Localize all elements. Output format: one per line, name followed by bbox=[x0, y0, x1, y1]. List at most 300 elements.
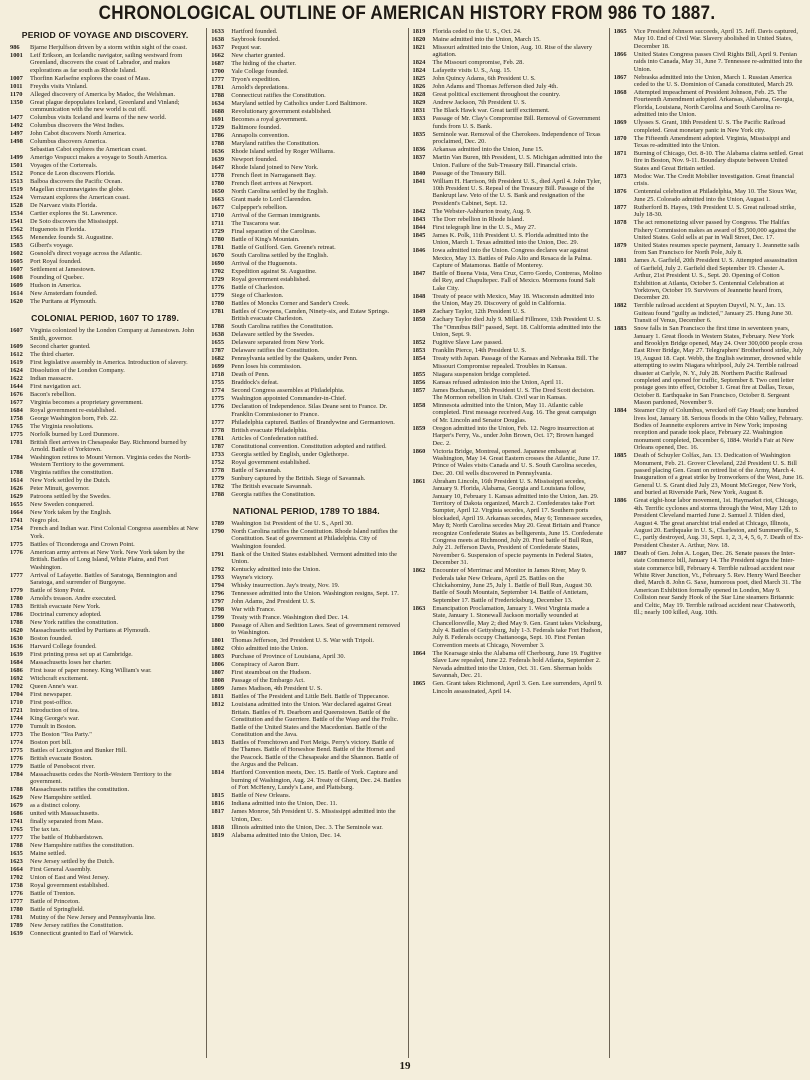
timeline-entry bbox=[10, 298, 200, 305]
timeline-entry bbox=[10, 906, 200, 913]
entry-year: 1786 bbox=[211, 132, 225, 139]
entry-text: united with Massachusetts. bbox=[30, 810, 100, 818]
timeline-entry bbox=[10, 258, 200, 265]
entry-text: New Hampshire settled. bbox=[30, 794, 92, 802]
timeline-entry bbox=[413, 232, 603, 247]
entry-year: 1524 bbox=[10, 194, 23, 202]
timeline-entry bbox=[10, 52, 200, 74]
timeline-entry bbox=[211, 395, 401, 402]
entry-text: Missouri admitted into the Union, Aug. 10. Rise of the slavery agitation. bbox=[432, 44, 593, 59]
entry-year: 1497 bbox=[10, 130, 23, 138]
entry-text: North Carolina settled by the English. bbox=[231, 188, 329, 195]
timeline-entry bbox=[413, 36, 603, 43]
entry-text: Constitutional convention. Constitution adopted and ratified. bbox=[231, 442, 387, 450]
entry-year: 1865 bbox=[613, 28, 627, 35]
timeline-entry bbox=[413, 371, 603, 378]
entry-text: Fugitive Slave Law passed. bbox=[432, 339, 503, 347]
entry-year: 1809 bbox=[211, 685, 225, 693]
entry-text: Encounter of Merrimac and Monitor in James River, May 9. Federals take New Orleans, April 25. Battles on the Chickahominy, June 25, July 1. Battle of Bull Run, August 30. Battle of South Mountain, September 14. Battle of Antietam, September 17. Battle of Fredericksburg, December 13. bbox=[432, 567, 593, 604]
entry-text: Maryland settled by Catholics under Lord Baltimore. bbox=[231, 100, 368, 107]
entry-text: John Adams, 2nd President U. S. bbox=[231, 598, 316, 606]
entry-text: Royal government established. bbox=[231, 276, 311, 283]
entry-year: 1794 bbox=[211, 582, 225, 590]
entry-text: Treaty of peace with Mexico, May 18. Wisconsin admitted into the Union, May 29. Discovery of gold in California. bbox=[432, 292, 595, 308]
timeline-entry bbox=[413, 387, 603, 402]
entry-year: 1885 bbox=[613, 452, 627, 460]
entry-text: Delaware ratifies the Constitution. bbox=[231, 347, 320, 355]
timeline-entry bbox=[211, 491, 401, 498]
entry-year: 1820 bbox=[412, 36, 426, 43]
entry-year: 1350 bbox=[10, 98, 23, 106]
timeline-entry bbox=[10, 423, 200, 430]
entry-text: Saybrook founded. bbox=[231, 36, 280, 43]
timeline-entry bbox=[211, 76, 401, 83]
entry-text: Witchcraft excitement. bbox=[30, 675, 89, 683]
entry-text: New Amsterdam founded. bbox=[30, 290, 98, 298]
timeline-entry bbox=[211, 451, 401, 458]
timeline-entry bbox=[10, 359, 200, 366]
entry-text: Great eight-hour labor movement, 1st. Haymarket riot, Chicago, 4th. Terrific cyclones and storms through the West, May 12th to President Cleveland married June 2. Samuel J. Tilden died, August 4. The great anarchist trial ended at Chicago, Illinois, August 20. Earthquake in U. S., Charleston, and Summerville, S. C., partly destroyed, Aug. 31, Sept. 1, 2, 3, 4, 5, 6, 7. Death of Ex-President Chester A. Arthur, Nov. 18. bbox=[633, 497, 804, 549]
timeline-entry bbox=[10, 834, 200, 841]
timeline-entry bbox=[614, 257, 804, 301]
entry-text: The hiding of the charter. bbox=[231, 60, 297, 67]
entry-text: Declaration of Independence. Silas Deane sent to France. Dr. Franklin Commissioner to France. bbox=[231, 403, 388, 418]
entry-text: George Washington born, Feb. 22. bbox=[30, 414, 118, 422]
entry-text: Second Congress assembles at Philadelphia. bbox=[231, 387, 345, 395]
timeline-entry bbox=[211, 566, 401, 573]
timeline-entry bbox=[10, 343, 200, 350]
entry-text: The tax tax. bbox=[30, 826, 61, 834]
timeline-entry bbox=[10, 683, 200, 690]
timeline-entry bbox=[211, 669, 401, 676]
entry-year: 1702 bbox=[10, 874, 23, 882]
entry-text: New York taken by the English. bbox=[30, 509, 112, 517]
entry-text: Battles of The President and Little Belt. Battle of Tippecanoe. bbox=[231, 693, 390, 701]
entry-year: 1840 bbox=[412, 169, 426, 177]
entry-text: First General Assembly. bbox=[30, 866, 92, 874]
entry-text: Snow falls in San Francisco the first time in seventeen years, January 1. Great floods in Western States, February. New York and Brooklyn Bridge opened, May 24. Over 300,000 people cross East River Bridge, May 27. Telegraphers' Brotherhood strike, July 19, August 18. Capt. Webb, the English swimmer, drowned while attempting to swim Niagara whirlpool, July 24. Terrible railroad disaster at Carlyle, N. Y., July 28. Northern Pacific Railroad completed and opened for traffic, September 8. Two cent letter postage goes into effect, October 1. Great fire at Dallas, Texas, October 8. Earthquake in San Francisco, October 8. Sergeant Mason pardoned, November 9. bbox=[633, 325, 804, 407]
timeline-entry bbox=[10, 114, 200, 121]
timeline-entry bbox=[10, 611, 200, 618]
entry-text: Grant made to Lord Clarendon. bbox=[231, 196, 312, 203]
timeline-entry bbox=[10, 509, 200, 516]
entry-year: 1776 bbox=[10, 755, 23, 763]
entry-year: 1690 bbox=[211, 260, 225, 267]
entry-text: Gilbert's voyage. bbox=[30, 242, 74, 250]
timeline-entry bbox=[211, 606, 401, 613]
entry-text: Florida ceded to the U. S., Oct. 24. bbox=[432, 28, 522, 35]
entry-text: Treaty with Japan. Passage of the Kansas and Nebraska Bill. The Missouri Compromise repealed. Troubles in Kansas. bbox=[432, 355, 599, 370]
timeline-entry bbox=[10, 643, 200, 650]
timeline-entry bbox=[10, 130, 200, 137]
timeline-entry bbox=[10, 75, 200, 82]
entry-text: Bjarne Herjulfson driven by a storm within sight of the coast. bbox=[30, 44, 188, 51]
timeline-entry bbox=[211, 520, 401, 527]
timeline-entry bbox=[10, 659, 200, 666]
entry-year: 1883 bbox=[613, 325, 627, 333]
column-2 bbox=[206, 28, 401, 1058]
timeline-entry bbox=[10, 517, 200, 524]
entry-text: South Carolina ratifies the Constitution. bbox=[231, 323, 334, 331]
column-4 bbox=[609, 28, 804, 1058]
entry-text: Illinois admitted into the Union, Dec. 3. The Seminole war. bbox=[231, 823, 383, 831]
entry-year: 1781 bbox=[211, 244, 225, 251]
entry-text: James K. Polk, 11th President U. S. Florida admitted into the Union, March 1. Texas admitted into the Union, Dec. 29. bbox=[432, 231, 589, 247]
entry-year: 1778 bbox=[211, 426, 225, 434]
timeline-entry bbox=[211, 188, 401, 195]
timeline-entry bbox=[211, 84, 401, 91]
timeline-entry bbox=[10, 818, 200, 825]
timeline-entry bbox=[10, 723, 200, 730]
entry-text: Articles of Confederation ratified. bbox=[231, 434, 319, 442]
entry-year: 1819 bbox=[211, 831, 225, 839]
timeline-entry bbox=[211, 590, 401, 597]
entry-year: 1863 bbox=[412, 604, 426, 612]
entry-year: 1780 bbox=[10, 906, 23, 914]
timeline-entry bbox=[10, 250, 200, 257]
entry-text: Braddock's defeat. bbox=[231, 379, 279, 387]
entry-text: The Kearsage sinks the Alabama off Cherbourg, June 19. Fugitive Slave Law repealed, June 22. Federals hold Atlanta, September 2. Nevada admitted into the Union, Oct. 31. Gen. Sherman holds Savannah, Dec. 21. bbox=[432, 649, 602, 680]
timeline-entry bbox=[211, 164, 401, 171]
entry-text: Arrival of the Huguenots. bbox=[231, 260, 297, 267]
timeline-entry bbox=[614, 150, 804, 172]
timeline-entry bbox=[10, 541, 200, 548]
timeline-entry bbox=[614, 204, 804, 219]
entry-year: 1704 bbox=[10, 691, 23, 699]
entry-text: The Dorr rebellion in Rhode Island. bbox=[432, 215, 525, 223]
timeline-entry bbox=[10, 375, 200, 382]
entry-text: Columbus discovers America. bbox=[30, 138, 107, 146]
timeline-entry bbox=[211, 637, 401, 644]
entry-text: Tryon's expedition. bbox=[231, 76, 281, 83]
entry-year: 1780 bbox=[211, 236, 225, 243]
entry-text: Battle of Trenton. bbox=[30, 890, 76, 898]
entry-text: Founding of Quebec. bbox=[30, 274, 85, 282]
entry-text: Delaware separated from New York. bbox=[231, 339, 325, 347]
entry-text: Menendez founds St. Augustine. bbox=[30, 234, 114, 242]
timeline-entry bbox=[211, 323, 401, 330]
entry-year: 1721 bbox=[10, 707, 23, 715]
entry-text: Great political excitement throughout the country. bbox=[432, 91, 561, 99]
timeline-entry bbox=[10, 210, 200, 217]
entry-year: 1819 bbox=[412, 28, 426, 35]
entry-year: 1783 bbox=[10, 603, 23, 611]
timeline-entry bbox=[10, 226, 200, 233]
entry-text: Battle of Buena Vista, Vera Cruz, Cerro Gordo, Contreras, Molino del Rey, and Chapultepec. Fall of Mexico. Mormons found Salt Lake City. bbox=[432, 270, 602, 292]
timeline-entry bbox=[211, 252, 401, 259]
entry-text: Penn loses his commission. bbox=[231, 363, 302, 371]
timeline-entry bbox=[10, 439, 200, 454]
entry-text: Niagara suspension bridge completed. bbox=[432, 370, 531, 378]
entry-text: Abraham Lincoln, 16th President U. S. Mississippi secedes, January 9. Florida, Alabama, Georgia and Louisiana follow, January 10, February 1. Kansas admitted into the Union, Jan. 29. Territory of Dakota organized, March 2. Confederates take Fort Sumpter, April 12. Virginia secedes, April 17. Southern ports blockaded, April 19. Arkansas secedes, May 6; Tennessee secedes, May 8; North Carolina secedes May 20. Great Britain and France recognize Confederate States as belligerents, June 15. Confederate Congress meets at Richmond, July 20. First battle of Bull Run, July 21. Jefferson Davis, President of Confederate States, November 6. Suspension of specie payments in Federal States, December 31. bbox=[432, 477, 603, 567]
timeline-entry bbox=[10, 914, 200, 921]
entry-year: 1816 bbox=[211, 800, 225, 808]
entry-text: Hartford founded. bbox=[231, 28, 278, 35]
entry-year: 1848 bbox=[412, 292, 426, 300]
entry-year: 1777 bbox=[10, 834, 23, 842]
entry-text: The Webster-Ashburton treaty, Aug. 9. bbox=[432, 207, 532, 215]
entry-text: The Virginia resolutions. bbox=[30, 422, 94, 430]
entry-year: 1512 bbox=[10, 170, 23, 178]
entry-year: 1647 bbox=[211, 164, 225, 171]
timeline-entry bbox=[10, 810, 200, 817]
section-heading: COLONIAL PERIOD, 1607 TO 1789. bbox=[31, 313, 180, 324]
timeline-entry bbox=[413, 379, 603, 386]
entry-year: 1800 bbox=[211, 622, 225, 630]
timeline-entry bbox=[413, 680, 603, 695]
timeline-entry bbox=[413, 650, 603, 680]
entry-text: Battle of New Orleans. bbox=[231, 792, 291, 800]
entry-year: 1850 bbox=[412, 316, 426, 324]
entry-year: 1852 bbox=[412, 339, 426, 347]
entry-year: 1884 bbox=[613, 407, 627, 415]
entry-text: Arrival of Lafayette. Battles of Saratoga, Bennington and Saratoga, and surrender of Burgoyne. bbox=[30, 571, 177, 587]
timeline-entry bbox=[211, 661, 401, 668]
timeline-entry bbox=[211, 331, 401, 338]
entry-text: New Jersey ratifies the Constitution. bbox=[30, 922, 124, 930]
timeline-entry bbox=[211, 132, 401, 139]
entry-year: 1855 bbox=[412, 370, 426, 378]
entry-text: Passage of the Embargo Act. bbox=[231, 677, 305, 685]
entry-text: New charter granted. bbox=[231, 52, 286, 59]
entry-text: Negro plot. bbox=[30, 517, 60, 525]
entry-text: Nebraska admitted into the Union, March 1. Russian America ceded to the U. S. Dominion of Canada constituted, March 29. bbox=[633, 73, 794, 89]
entry-year: 1815 bbox=[211, 792, 225, 800]
timeline-entry bbox=[10, 351, 200, 358]
timeline-entry bbox=[211, 443, 401, 450]
entry-text: Connecticut granted to Earl of Warwick. bbox=[30, 930, 134, 938]
entry-text: The Puritans at Plymouth. bbox=[30, 298, 97, 306]
entry-text: The third charter. bbox=[30, 350, 75, 358]
timeline-entry bbox=[413, 605, 603, 649]
entry-text: United States Congress passes Civil Rights Bill, April 9. Fenian raids into Canada, May 31, June 7. Tennessee re-admitted into the Union. bbox=[633, 50, 803, 73]
entry-text: De Narvaez visits Florida. bbox=[30, 202, 98, 210]
entry-year: 1541 bbox=[10, 218, 23, 226]
entry-text: Royal government established. bbox=[30, 882, 109, 890]
entry-text: John Cabot discovers North America. bbox=[30, 130, 127, 138]
entry-text: American army arrives at New York. New York taken by the British. Battles of Long Island, White Plains, and Fort Washington. bbox=[30, 548, 185, 571]
entry-year: 1710 bbox=[10, 699, 23, 707]
entry-text: Cartier explores the St. Lawrence. bbox=[30, 210, 118, 218]
entry-text: The act remonetizing silver passed by Congress. The Halifax Fishery Commission makes an award of $5,500,000 against the United States. Gold sells at par in Wall Street, Dec. 17. bbox=[633, 219, 796, 241]
entry-year: 1664 bbox=[10, 866, 23, 874]
entry-year: 1811 bbox=[211, 693, 224, 701]
entry-year: 1864 bbox=[412, 649, 426, 657]
entry-text: Revolutionary government established. bbox=[231, 108, 332, 115]
entry-text: Connecticut ratifies the Constitution. bbox=[231, 92, 326, 99]
entry-year: 1718 bbox=[211, 371, 225, 379]
entry-text: War with France. bbox=[231, 606, 276, 614]
entry-text: William H. Harrison, 9th President U. S., died April 4. John Tyler, 10th President U. S. Repeal of the Treasury Bill. Passage of the Bankrupt law. Veto of the U. S. Bank and resignation of the President's Cabinet, Sept. 12. bbox=[432, 177, 602, 207]
entry-year: 1856 bbox=[412, 378, 426, 386]
entry-text: James Buchanan, 15th President U. S. The Dred Scott decision. The Mormon rebellion in Utah. Civil war in Kansas. bbox=[432, 386, 595, 401]
entry-text: Philadelphia captured. Battles of Brandywine and Germantown. bbox=[231, 418, 395, 426]
entry-text: Purchase of Province of Louisiana, April 30. bbox=[231, 653, 346, 661]
entry-text: James Madison, 4th President U. S. bbox=[231, 685, 323, 693]
entry-year: 1765 bbox=[10, 422, 23, 430]
entry-text: Wayne's victory. bbox=[231, 574, 274, 582]
timeline-entry bbox=[10, 755, 200, 762]
timeline-entry bbox=[10, 930, 200, 937]
entry-year: 1787 bbox=[211, 442, 225, 450]
entry-text: Columbus discovers the West Indies. bbox=[30, 122, 125, 130]
entry-text: Arnold's depredations. bbox=[231, 84, 289, 91]
entry-text: Union of East and West Jersey. bbox=[30, 874, 110, 882]
timeline-entry bbox=[10, 882, 200, 889]
timeline-entry bbox=[10, 691, 200, 698]
entry-year: 1682 bbox=[211, 355, 225, 363]
entry-year: 1812 bbox=[211, 701, 225, 709]
timeline-entry bbox=[211, 260, 401, 267]
entry-year: 1583 bbox=[10, 242, 23, 250]
timeline-entry bbox=[211, 483, 401, 490]
entry-text: Treaty with France. Washington died Dec. 14. bbox=[231, 614, 349, 622]
entry-year: 1629 bbox=[10, 794, 23, 802]
timeline-entry bbox=[211, 739, 401, 769]
entry-text: South Carolina settled by the English. bbox=[231, 252, 329, 259]
entry-year: 1638 bbox=[211, 36, 225, 43]
timeline-entry bbox=[211, 172, 401, 179]
entry-year: 1630 bbox=[10, 635, 23, 643]
entry-year: 1825 bbox=[412, 75, 426, 83]
timeline-entry bbox=[211, 645, 401, 652]
entry-year: 1528 bbox=[10, 202, 23, 210]
entry-year: 1770 bbox=[10, 723, 23, 731]
timeline-entry bbox=[10, 162, 200, 169]
entry-text: Thorfinn Karlsefne explores the coast of Mass. bbox=[30, 74, 151, 82]
entry-year: 1835 bbox=[412, 130, 426, 138]
timeline-entry bbox=[211, 387, 401, 394]
timeline-entry bbox=[413, 75, 603, 82]
entry-year: 1859 bbox=[412, 424, 426, 432]
entry-year: 1663 bbox=[211, 196, 225, 203]
entry-year: 1777 bbox=[211, 418, 225, 426]
timeline-entry bbox=[211, 36, 401, 43]
timeline-entry bbox=[614, 51, 804, 73]
entry-text: First newspaper. bbox=[30, 691, 72, 699]
entry-text: United States resumes specie payment, January 1. Jeannette sails from San Francisco for North Pole, July 8. bbox=[633, 241, 800, 257]
timeline-entry bbox=[413, 154, 603, 169]
entry-text: James Monroe, 5th President U. S. Mississippi admitted into the Union, Dec. bbox=[231, 808, 396, 823]
timeline-entry bbox=[413, 425, 603, 447]
timeline-entry bbox=[211, 379, 401, 386]
timeline-entry bbox=[211, 196, 401, 203]
entry-year: 1691 bbox=[211, 116, 225, 123]
timeline-entry bbox=[10, 485, 200, 492]
timeline-entry bbox=[10, 218, 200, 225]
timeline-entry bbox=[413, 99, 603, 106]
entry-year: 1639 bbox=[211, 156, 225, 163]
entry-text: Battle of King's Mountain. bbox=[231, 236, 300, 243]
entry-text: The Tuscarora war. bbox=[231, 220, 281, 227]
section-heading: NATIONAL PERIOD, 1789 TO 1884. bbox=[232, 505, 380, 516]
timeline-entry bbox=[10, 83, 200, 90]
entry-text: Kentucky admitted into the Union. bbox=[231, 566, 321, 574]
entry-text: Indian massacre. bbox=[30, 374, 73, 382]
timeline-entry bbox=[413, 308, 603, 315]
entry-text: Boston founded. bbox=[30, 635, 73, 643]
timeline-entry bbox=[211, 808, 401, 823]
entry-year: 1788 bbox=[10, 842, 23, 850]
entry-text: John Quincy Adams, 6th President U. S. bbox=[432, 75, 536, 83]
entry-text: Sunbury captured by the British. Siege of Savannah. bbox=[231, 474, 366, 482]
entry-year: 1626 bbox=[10, 485, 23, 493]
entry-year: 1792 bbox=[211, 566, 225, 574]
entry-text: Ohio admitted into the Union. bbox=[231, 645, 309, 653]
timeline-entry bbox=[211, 244, 401, 251]
entry-text: Massachusetts ratifies the constitution. bbox=[30, 786, 130, 794]
entry-text: Port Royal founded. bbox=[30, 258, 82, 266]
entry-year: 1781 bbox=[10, 914, 23, 922]
entry-text: Ponce de Leon discovers Florida. bbox=[30, 170, 116, 178]
timeline-entry bbox=[10, 890, 200, 897]
timeline-entry bbox=[10, 186, 200, 193]
entry-text: Annapolis convention. bbox=[231, 132, 290, 139]
timeline-entry bbox=[413, 224, 603, 231]
timeline-entry bbox=[211, 677, 401, 684]
timeline-entry bbox=[10, 454, 200, 469]
entry-text: Dissolution of the London Company. bbox=[30, 366, 125, 374]
timeline-entry bbox=[211, 769, 401, 791]
entry-year: 1686 bbox=[10, 810, 23, 818]
entry-year: 1868 bbox=[613, 89, 627, 97]
entry-year: 1824 bbox=[412, 67, 426, 75]
entry-text: Washington retires to Mount Vernon. Virginia cedes the North-Western Territory to the government. bbox=[30, 454, 191, 469]
entry-year: 1780 bbox=[10, 595, 23, 603]
entry-year: 1692 bbox=[10, 675, 23, 683]
timeline-entry bbox=[10, 747, 200, 754]
entry-text: New York ratifies the constitution. bbox=[30, 619, 119, 627]
entry-text: Virginia ratifies the constitution. bbox=[30, 469, 113, 477]
entry-year: 986 bbox=[10, 44, 20, 51]
entry-year: 1867 bbox=[613, 73, 627, 81]
entry-text: Mutiny of the New Jersey and Pennsylvania line. bbox=[30, 914, 156, 922]
timeline-entry bbox=[10, 731, 200, 738]
entry-text: Massachusetts cedes the North-Western Territory to the government. bbox=[30, 771, 172, 786]
entry-text: Rutherford B. Hayes, 19th President U. S. Great railroad strike, July 18-30. bbox=[633, 203, 796, 219]
entry-year: 1877 bbox=[613, 203, 627, 211]
entry-text: Thomas Jefferson, 3rd President U. S. War with Tripoli. bbox=[231, 637, 374, 645]
entry-year: 1824 bbox=[412, 59, 426, 67]
entry-year: 1684 bbox=[10, 406, 23, 414]
timeline-entry bbox=[10, 739, 200, 746]
entry-text: Andrew Jackson, 7th President U. S. bbox=[432, 99, 527, 107]
entry-year: 1655 bbox=[10, 501, 23, 509]
entry-text: Passage of Mr. Clay's Compromise Bill. Removal of Government funds from U. S. Bank. bbox=[432, 115, 601, 130]
timeline-entry bbox=[413, 339, 603, 346]
timeline-entry bbox=[614, 74, 804, 89]
entry-text: Virginia colonized by the London Company at Jamestown. John Smith, governor. bbox=[30, 327, 195, 342]
timeline-entry bbox=[211, 598, 401, 605]
timeline-entry bbox=[211, 475, 401, 482]
entry-text: North Carolina ratifies the Constitution. Rhode Island ratifies the Constitution. Seat of government at Philadelphia. City of Washington founded. bbox=[231, 527, 398, 550]
timeline-entry bbox=[211, 467, 401, 474]
entry-year: 1619 bbox=[10, 358, 23, 366]
entry-year: 1777 bbox=[10, 571, 23, 579]
entry-text: Washington 1st President of the U. S., April 30. bbox=[231, 519, 353, 527]
entry-year: 1778 bbox=[211, 172, 225, 179]
entry-text: French and Indian war. First Colonial Congress assembles at New York. bbox=[30, 525, 199, 540]
entry-text: Boston port bill. bbox=[30, 739, 72, 747]
timeline-entry bbox=[614, 497, 804, 549]
entry-year: 1774 bbox=[211, 387, 225, 395]
entry-text: Battles of Lexington and Bunker Hill. bbox=[30, 747, 127, 755]
entry-text: Franklin Pierce, 14th President U. S. bbox=[432, 347, 527, 355]
entry-text: Massachusetts loses her charter. bbox=[30, 659, 112, 667]
timeline-entry bbox=[211, 339, 401, 346]
timeline-entry bbox=[614, 550, 804, 617]
entry-year: 1776 bbox=[211, 284, 225, 291]
